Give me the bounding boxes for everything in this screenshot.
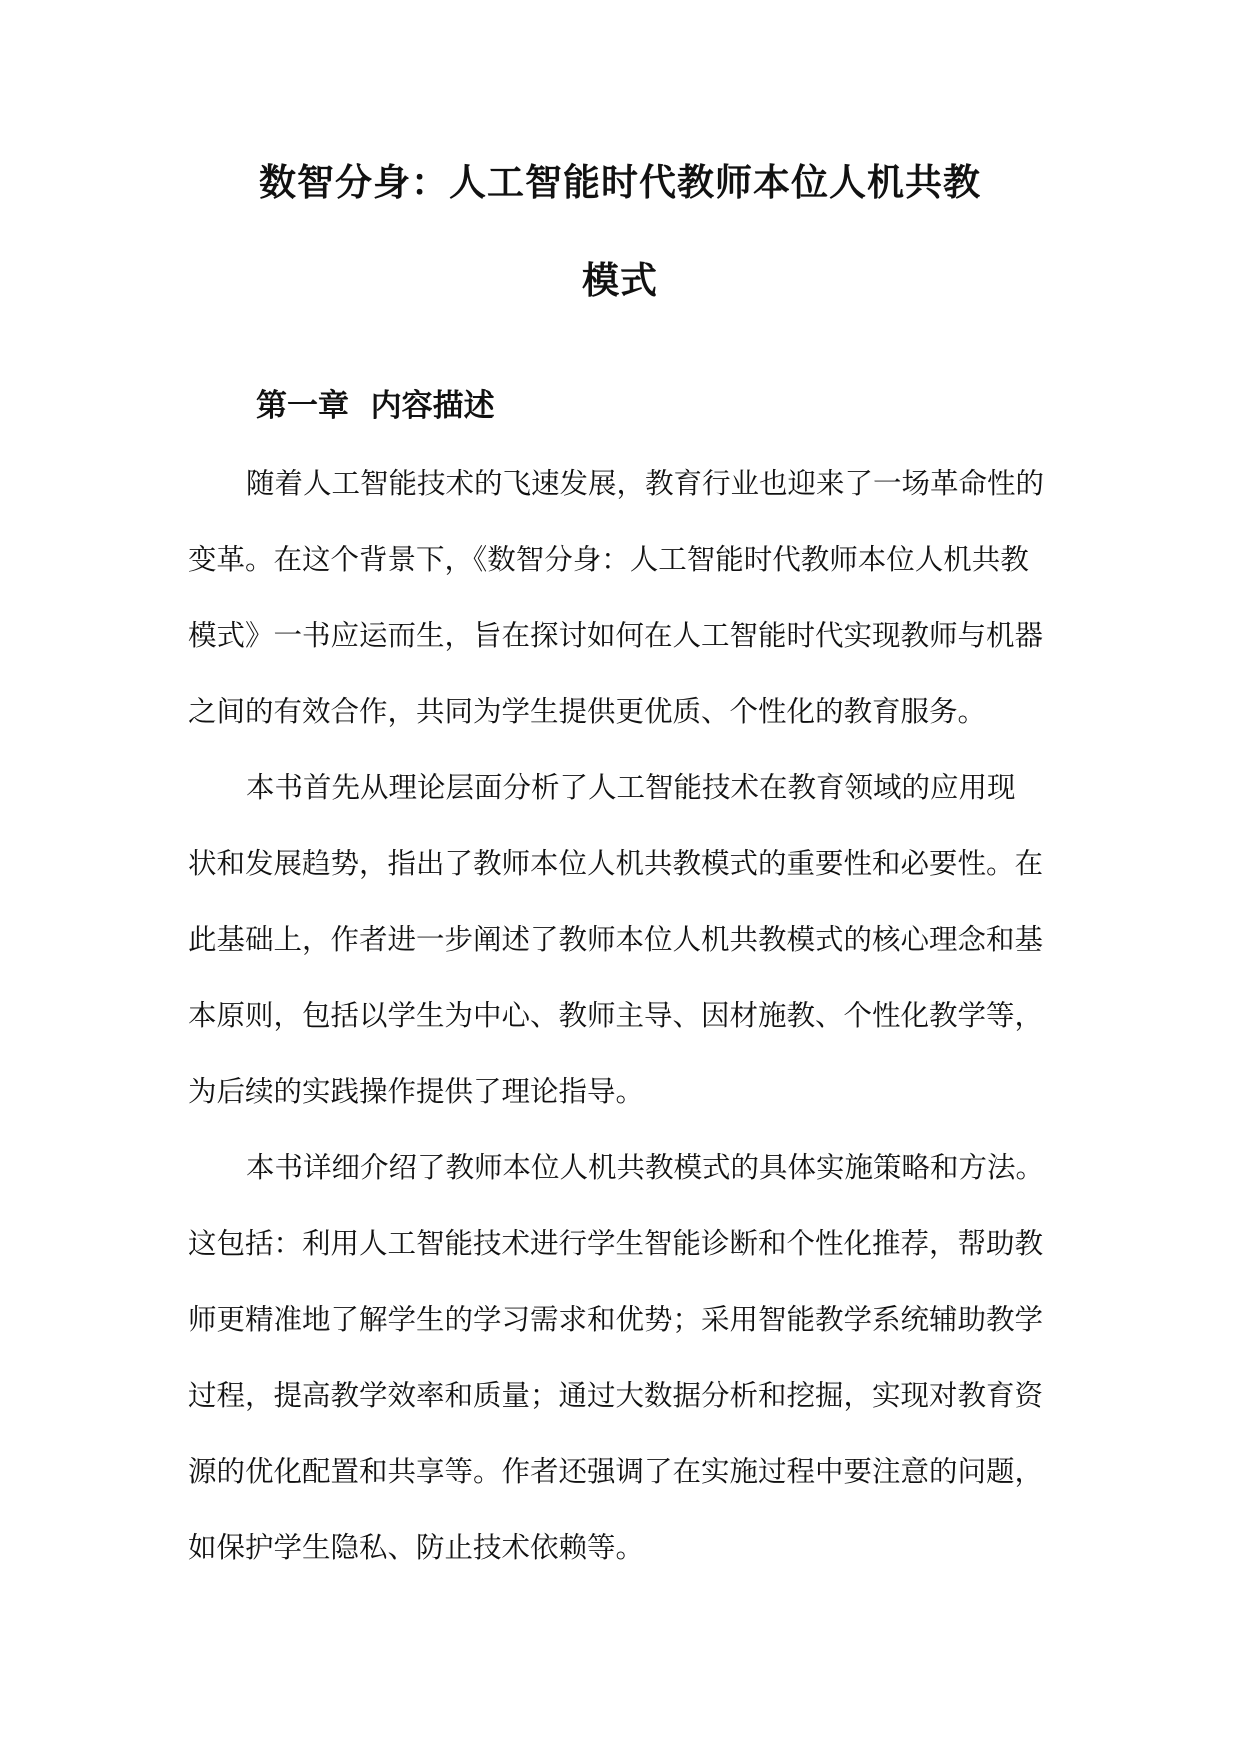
- paragraph-line: 随着人工智能技术的飞速发展，教育行业也迎来了一场革命性的: [246, 467, 1045, 500]
- paragraph-line: 变革。在这个背景下，《数智分身：人工智能时代教师本位人机共教: [188, 543, 1029, 576]
- document-title-line-2: 模式: [582, 259, 658, 302]
- paragraph-2: [188, 750, 1058, 1130]
- paragraph-line: 本书详细介绍了教师本位人机共教模式的具体实施策略和方法。: [246, 1151, 1045, 1184]
- chapter-heading: 第一章 内容描述: [256, 388, 495, 424]
- paragraph-line: 这包括：利用人工智能技术进行学生智能诊断和个性化推荐，帮助教: [188, 1227, 1044, 1260]
- document-title-line-1: 数智分身：人工智能时代教师本位人机共教: [259, 161, 981, 204]
- paragraph-line: 之间的有效合作，共同为学生提供更优质、个性化的教育服务。: [188, 695, 987, 728]
- paragraph-line: 状和发展趋势，指出了教师本位人机共教模式的重要性和必要性。在: [188, 847, 1044, 880]
- paragraph-1: [188, 446, 1058, 750]
- paragraph-line: 过程，提高教学效率和质量；通过大数据分析和挖掘，实现对教育资: [188, 1379, 1044, 1412]
- paragraph-line: 如保护学生隐私、防止技术依赖等。: [188, 1531, 645, 1564]
- paragraph-line: 源的优化配置和共享等。作者还强调了在实施过程中要注意的问题，: [188, 1455, 1044, 1488]
- paragraph-line: 本书首先从理论层面分析了人工智能技术在教育领域的应用现: [246, 771, 1016, 804]
- paragraph-line: 师更精准地了解学生的学习需求和优势；采用智能教学系统辅助教学: [188, 1303, 1044, 1336]
- paragraph-3: [188, 1130, 1058, 1586]
- paragraph-line: 此基础上，作者进一步阐述了教师本位人机共教模式的核心理念和基: [188, 923, 1044, 956]
- paragraph-line: 模式》一书应运而生，旨在探讨如何在人工智能时代实现教师与机器: [188, 619, 1044, 652]
- paragraph-line: 本原则，包括以学生为中心、教师主导、因材施教、个性化教学等，: [188, 999, 1044, 1032]
- paragraph-line: 为后续的实践操作提供了理论指导。: [188, 1075, 645, 1108]
